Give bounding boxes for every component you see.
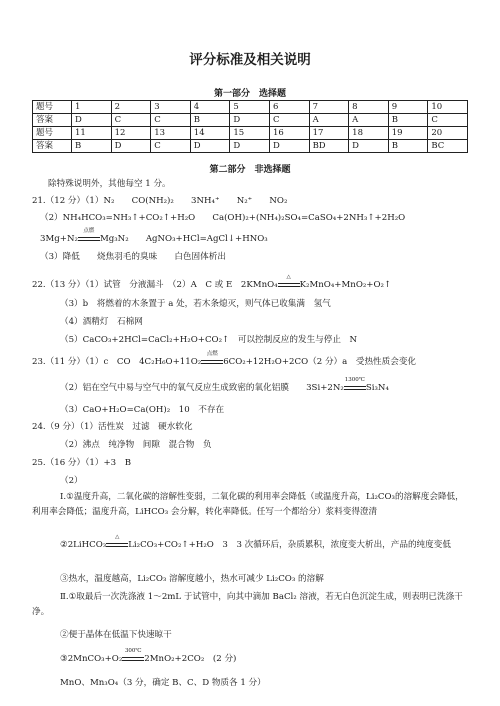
q21-equation-right: Mg₃N₂ AgNO₃+HCl=AgCl↓+HNO₃	[99, 234, 268, 244]
q21-line-3	[40, 228, 268, 245]
table-cell: 15	[230, 127, 270, 140]
table-cell: D	[230, 140, 270, 153]
table-row	[33, 127, 468, 140]
section-heading-part2: 第二部分 非选择题	[209, 165, 291, 175]
q25-paragraph-5: ②便于晶体在低温下快速晾干	[60, 630, 172, 640]
q25-equation-right: Li₂CO₃+CO₂↑+H₂O 3 3 次循环后，杂质累积，浓度变大析出，产品的纯度变低	[128, 540, 451, 550]
table-cell: 1	[72, 101, 112, 114]
table-cell: 13	[151, 127, 191, 140]
q24-line-1: 24.（9 分）（1）活性炭 过滤 硬水软化	[32, 422, 193, 432]
table-cell: 3	[151, 101, 191, 114]
section-heading-part1: 第一部分 选择题	[213, 89, 286, 99]
table-cell: D	[269, 140, 309, 153]
q21-line-4: （3）降低 烧焦羽毛的臭味 白色固体析出	[40, 252, 226, 262]
table-row	[33, 114, 468, 127]
table-cell: B	[388, 114, 428, 127]
table-cell: D	[190, 140, 230, 153]
table-cell: 18	[349, 127, 389, 140]
q23-line-1	[32, 351, 417, 368]
table-cell: 10	[428, 101, 468, 114]
q23-line-2	[60, 377, 389, 394]
q25-paragraph-3: ③热水，温度越高，Li₂CO₃ 溶解度越小，热水可减少 Li₂CO₃ 的溶解	[60, 574, 324, 584]
q22-text-right: K₂MnO₄+MnO₂+O₂↑	[299, 280, 392, 290]
table-row	[33, 140, 468, 153]
table-cell: 2	[111, 101, 151, 114]
table-cell: D	[230, 114, 270, 127]
q25-line-1: 25.（16 分）（1）+3 B	[32, 458, 132, 468]
scoring-note: 除特殊说明外，其他每空 1 分。	[48, 179, 171, 189]
row-header: 题号	[33, 127, 72, 140]
q24-line-2: （2）沸点 纯净物 间隙 混合物 负	[60, 440, 212, 450]
q22-line-2: （3）b 将燃着的木条置于 a 处，若木条熄灭，则气体已收集满 氢气	[60, 299, 331, 309]
condition-mark: △	[106, 540, 128, 551]
table-cell: C	[151, 140, 191, 153]
q25-line-2: （2）	[60, 476, 83, 486]
table-row	[33, 101, 468, 114]
q23-text-2-left: （2）铝在空气中易与空气中的氧气反应生成致密的氧化铝膜 3Si+2N₂	[60, 383, 344, 393]
table-cell: 5	[230, 101, 270, 114]
table-cell: 17	[309, 127, 349, 140]
q22-line-1	[32, 274, 392, 291]
q23-text-left: 23.（11 分）（1）c CO 4C₂H₆O+11O₂	[32, 357, 202, 367]
row-header: 答案	[33, 140, 72, 153]
condition-mark: 点燃	[201, 357, 223, 368]
q22-line-3: （4）酒精灯 石棉网	[60, 317, 143, 327]
condition-mark: 300℃	[122, 654, 144, 665]
table-cell: C	[269, 114, 309, 127]
q22-text-left: 22.（13 分）（1）试管 分液漏斗 （2）A C 或 E 2KMnO₄	[32, 280, 278, 290]
table-cell: 19	[388, 127, 428, 140]
table-cell: 9	[388, 101, 428, 114]
q22-line-4: （5）CaCO₃+2HCl=CaCl₂+H₂O+CO₂↑ 可以控制反应的发生与停止 N	[60, 335, 358, 345]
q23-text-right: 6CO₂+12H₂O+2CO（2 分）a 受热性质会变化	[223, 357, 417, 367]
q25-equation-right: 2MnO₂+2CO₂ (2 分)	[144, 654, 237, 664]
table-cell: C	[111, 114, 151, 127]
condition-mark: 点燃	[78, 234, 100, 245]
table-cell: C	[151, 114, 191, 127]
q25-paragraph-2	[60, 534, 451, 551]
table-cell: 8	[349, 101, 389, 114]
q21-equation-left: 3Mg+N₂	[40, 234, 78, 244]
table-cell: 11	[72, 127, 112, 140]
q23-line-3: （3）CaO+H₂O=Ca(OH)₂ 10 不存在	[60, 405, 225, 415]
table-cell: B	[190, 114, 230, 127]
table-cell: 6	[269, 101, 309, 114]
table-cell: B	[388, 140, 428, 153]
table-cell: A	[309, 114, 349, 127]
table-cell: 14	[190, 127, 230, 140]
q25-equation-left: ③2MnCO₃+O₂	[60, 654, 123, 664]
q25-paragraph-4: Ⅱ.①取最后一次洗涤液 1～2mL 于试管中，向其中滴加 BaCl₂ 溶液，若无白色沉淀生成，则表明已洗涤干净。	[32, 592, 463, 617]
table-cell: B	[72, 140, 112, 153]
table-cell: D	[111, 140, 151, 153]
table-cell: 20	[428, 127, 468, 140]
table-cell: 16	[269, 127, 309, 140]
table-cell: 4	[190, 101, 230, 114]
q25-paragraph-7: MnO、Mn₃O₄（3 分，确定 B、C、D 物质各 1 分）	[60, 678, 266, 688]
row-header: 题号	[33, 101, 72, 114]
page-title: 评分标准及相关说明	[189, 52, 311, 68]
q25-paragraph-6	[60, 648, 237, 665]
q23-text-2-right: Si₃N₄	[365, 383, 389, 393]
table-cell: D	[349, 140, 389, 153]
answer-table	[32, 100, 468, 153]
q25-equation-left: ②2LiHCO₃	[60, 540, 107, 550]
table-cell: C	[428, 114, 468, 127]
condition-mark: △	[278, 280, 300, 291]
row-header: 答案	[33, 114, 72, 127]
table-cell: BD	[309, 140, 349, 153]
q21-line-2: （2）NH₄HCO₃=NH₃↑+CO₂↑+H₂O Ca(OH)₂+(NH₄)₂SO₄=CaSO₄+2NH₃↑+2H₂O	[40, 213, 406, 223]
condition-mark: 1300℃	[344, 383, 366, 394]
q21-line-1: 21.（12 分）（1）N₂ CO(NH₂)₂ 3NH₄⁺ N₂⁺ NO₂	[32, 196, 288, 206]
table-cell: 12	[111, 127, 151, 140]
table-cell: 7	[309, 101, 349, 114]
q25-paragraph-1: Ⅰ.①温度升高，二氧化碳的溶解性变弱，二氧化碳的利用率会降低（或温度升高，Li₂CO₃的溶解度会降低，利用率会降低；温度升高，LiHCO₃ 会分解，转化率降低。任写一个都给分）浆料变得澄清	[32, 492, 464, 517]
table-cell: BC	[428, 140, 468, 153]
table-cell: A	[349, 114, 389, 127]
table-cell: D	[72, 114, 112, 127]
